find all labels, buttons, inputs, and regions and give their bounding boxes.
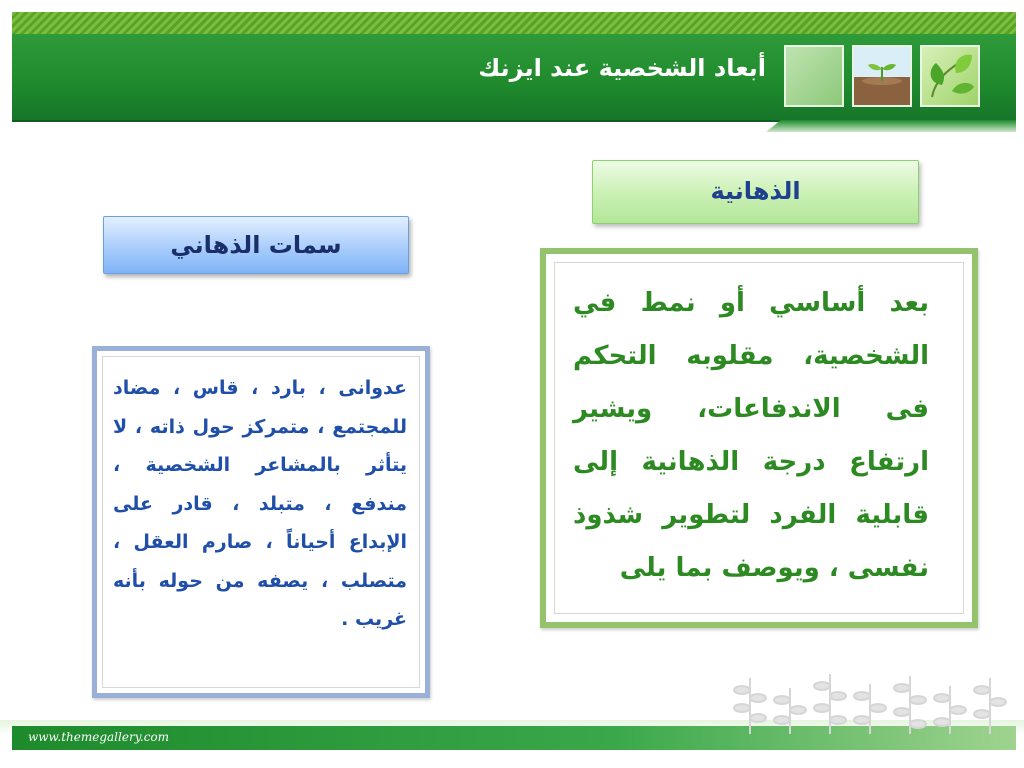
blank-green-thumbnail-icon xyxy=(784,45,844,107)
definition-panel xyxy=(540,248,978,628)
traits-text: عدوانى ، بارد ، قاس ، مضاد للمجتمع ، متمركز حول ذاته ، لا يتأثر بالمشاعر الشخصية ، مندفع ، متبلد ، قادر على الإبداع أحياناً ، صارم العقل ، متصلب ، يصفه من حوله بأنه غريب . xyxy=(102,356,420,688)
top-decorative-stripe xyxy=(12,12,1016,34)
green-leaves-thumbnail-icon xyxy=(920,45,980,107)
psychoticism-label: الذهانية xyxy=(592,160,919,224)
traits-panel xyxy=(92,346,430,698)
decorative-sprouts-icon xyxy=(730,668,1020,738)
slide-title: أبعاد الشخصية عند ايزنك xyxy=(478,54,766,82)
header-tab-accent xyxy=(766,120,1016,132)
footer-url-link[interactable]: www.themegallery.com xyxy=(28,730,170,744)
seedling-soil-thumbnail-icon xyxy=(852,45,912,107)
definition-text: بعد أساسي أو نمط في الشخصية، مقلوبه التحكم فى الاندفاعات، ويشير ارتفاع درجة الذهانية إلى قابلية الفرد لتطوير شذوذ نفسى ، ويوصف بما يلى xyxy=(554,262,964,614)
psychotic-traits-label: سمات الذهاني xyxy=(103,216,409,274)
